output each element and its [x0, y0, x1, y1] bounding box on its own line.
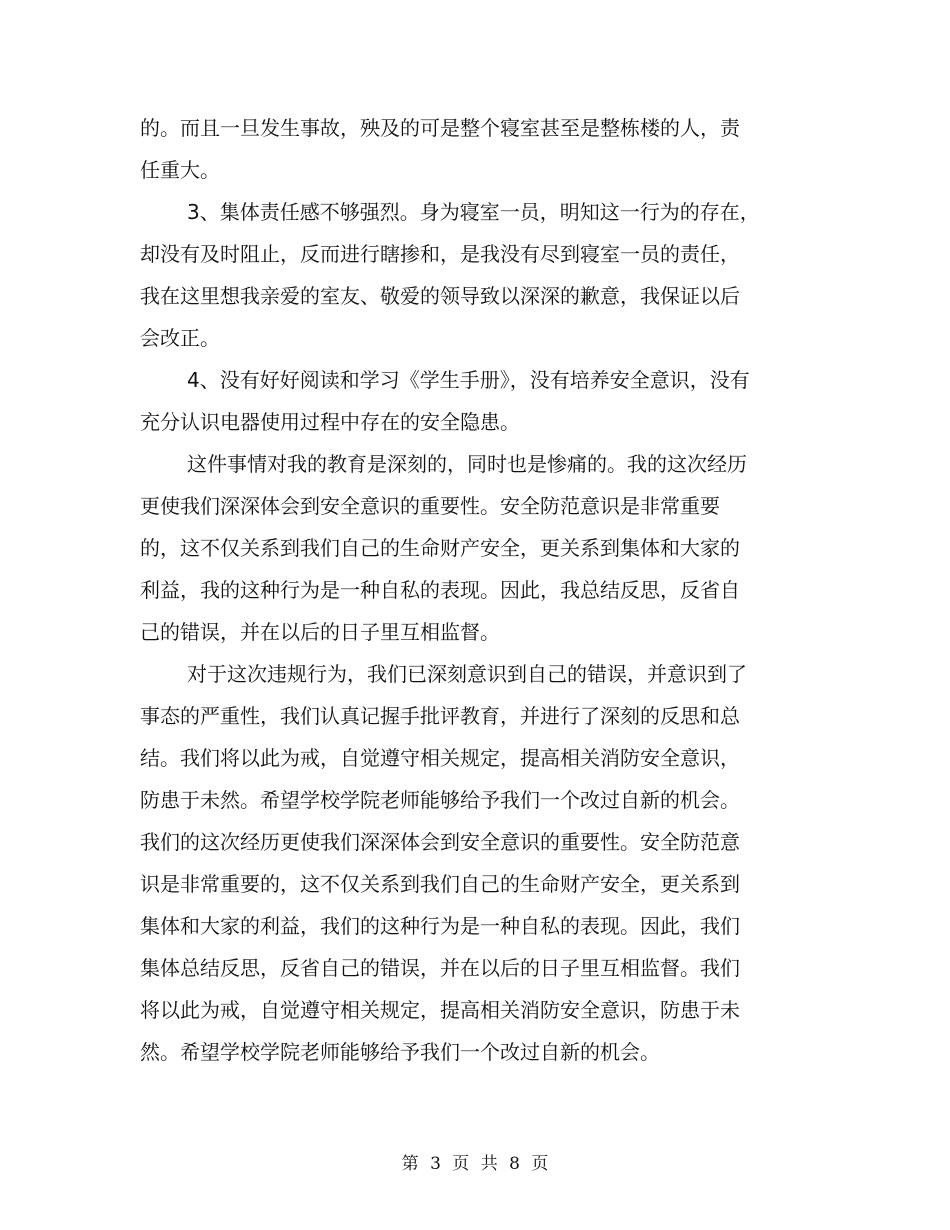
text-line: 我在这里想我亲爱的室友、敬爱的领导致以深深的歉意，我保证以后 — [140, 284, 740, 308]
text-line: 更使我们深深体会到安全意识的重要性。安全防范意识是非常重要 — [140, 494, 720, 518]
text-line: 集体总结反思，反省自己的错误，并在以后的日子里互相监督。我们 — [140, 956, 740, 980]
text-line: 会改正。 — [140, 326, 220, 350]
text-line: 结。我们将以此为戒，自觉遵守相关规定，提高相关消防安全意识， — [140, 746, 740, 770]
text-line: 3、集体责任感不够强烈。身为寝室一员，明知这一行为的存在， — [187, 200, 760, 224]
text-line: 己的错误，并在以后的日子里互相监督。 — [140, 620, 500, 644]
text-line: 的，这不仅关系到我们自己的生命财产安全，更关系到集体和大家的 — [140, 536, 740, 560]
text-line: 却没有及时阻止，反而进行瞎掺和，是我没有尽到寝室一员的责任， — [140, 242, 740, 266]
text-line: 将以此为戒，自觉遵守相关规定，提高相关消防安全意识，防患于未 — [140, 998, 740, 1022]
text-line: 对于这次违规行为，我们已深刻意识到自己的错误，并意识到了 — [187, 662, 747, 686]
text-line: 我们的这次经历更使我们深深体会到安全意识的重要性。安全防范意 — [140, 830, 740, 854]
text-line: 这件事情对我的教育是深刻的，同时也是惨痛的。我的这次经历 — [187, 452, 747, 476]
text-line: 识是非常重要的，这不仅关系到我们自己的生命财产安全，更关系到 — [140, 872, 740, 896]
text-line: 然。希望学校学院老师能够给予我们一个改过自新的机会。 — [140, 1040, 660, 1064]
text-line: 任重大。 — [140, 158, 220, 182]
text-line: 利益，我的这种行为是一种自私的表现。因此，我总结反思，反省自 — [140, 578, 740, 602]
text-line: 集体和大家的利益，我们的这种行为是一种自私的表现。因此，我们 — [140, 914, 740, 938]
page-number-footer: 第 3 页 共 8 页 — [401, 1154, 549, 1174]
text-line: 4、没有好好阅读和学习《学生手册》，没有培养安全意识，没有 — [187, 368, 750, 392]
text-line: 防患于未然。希望学校学院老师能够给予我们一个改过自新的机会。 — [140, 788, 740, 812]
text-line: 的。而且一旦发生事故，殃及的可是整个寝室甚至是整栋楼的人，责 — [140, 116, 740, 140]
text-line: 充分认识电器使用过程中存在的安全隐患。 — [140, 410, 520, 434]
text-line: 事态的严重性，我们认真记握手批评教育，并进行了深刻的反思和总 — [140, 704, 740, 728]
